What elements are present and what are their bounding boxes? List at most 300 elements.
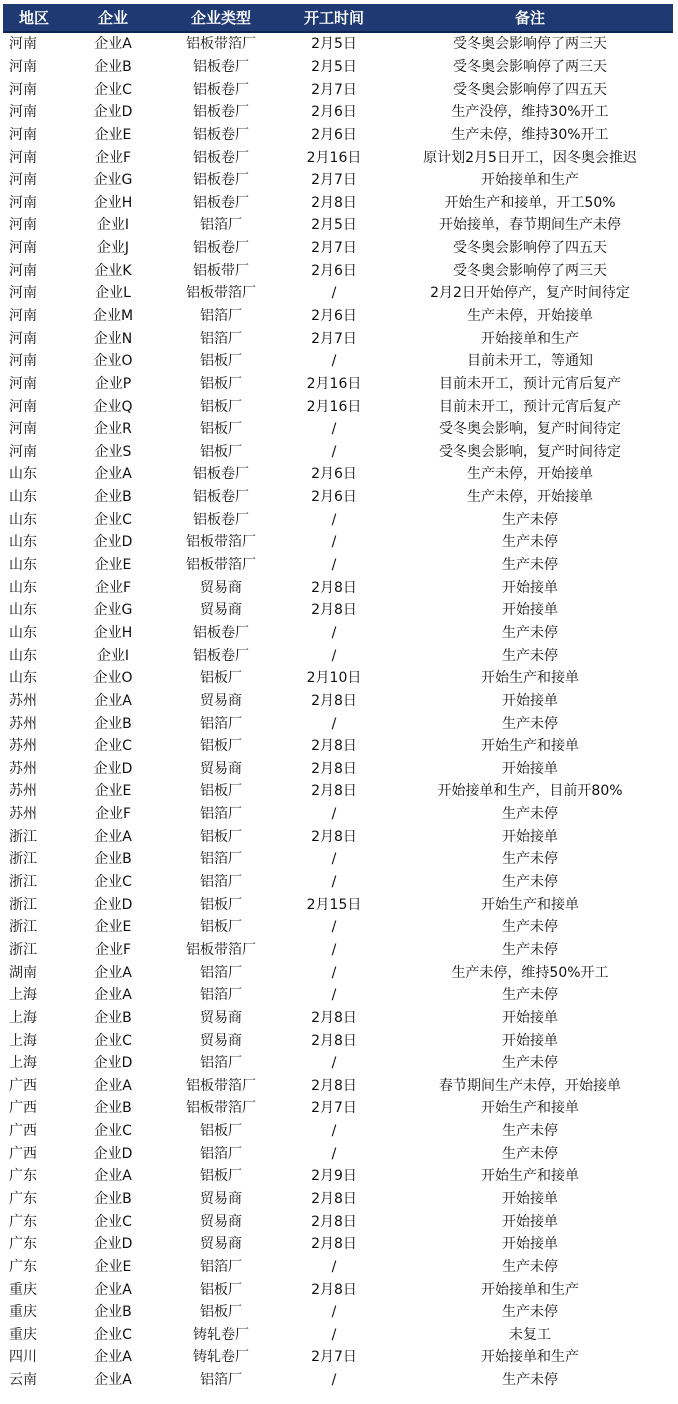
cell-start-date: 2月9日 bbox=[311, 1168, 357, 1185]
cell-enterprise-type: 贸易商 bbox=[200, 1236, 242, 1253]
cell-remark: 生产未停 bbox=[502, 534, 558, 551]
cell-enterprise-type: 铝板卷厂 bbox=[193, 194, 249, 211]
cell-enterprise-type: 铝板卷厂 bbox=[193, 172, 249, 189]
table-row bbox=[3, 463, 673, 486]
cell-start-date: / bbox=[331, 1258, 337, 1275]
cell-start-date: / bbox=[331, 443, 337, 460]
cell-region: 四川 bbox=[9, 1349, 37, 1366]
cell-enterprise: 企业C bbox=[94, 738, 132, 755]
cell-region: 上海 bbox=[9, 1009, 37, 1026]
cell-region: 山东 bbox=[9, 534, 37, 551]
cell-enterprise-type: 铸轧卷厂 bbox=[193, 1349, 249, 1366]
cell-enterprise: 企业A bbox=[94, 1349, 132, 1366]
cell-region: 云南 bbox=[9, 1372, 37, 1389]
cell-enterprise-type: 铝板厂 bbox=[200, 1281, 242, 1298]
cell-remark: 开始接单，春节期间生产未停 bbox=[439, 217, 621, 234]
cell-remark: 开始接单 bbox=[502, 692, 558, 709]
cell-remark: 开始接单和生产 bbox=[481, 172, 579, 189]
cell-start-date: / bbox=[331, 987, 337, 1004]
table-row bbox=[3, 1142, 673, 1165]
cell-enterprise-type: 铝板厂 bbox=[200, 421, 242, 438]
table-row bbox=[3, 56, 673, 79]
table-row bbox=[3, 1120, 673, 1143]
table-row bbox=[3, 871, 673, 894]
cell-region: 重庆 bbox=[9, 1281, 37, 1298]
cell-region: 山东 bbox=[9, 602, 37, 619]
cell-enterprise-type: 贸易商 bbox=[200, 1190, 242, 1207]
cell-enterprise-type: 铝板厂 bbox=[200, 738, 242, 755]
cell-region: 河南 bbox=[9, 217, 37, 234]
cell-enterprise-type: 铝板卷厂 bbox=[193, 624, 249, 641]
cell-enterprise: 企业I bbox=[96, 217, 130, 234]
table-row bbox=[3, 373, 673, 396]
table-row bbox=[3, 78, 673, 101]
cell-region: 湖南 bbox=[9, 964, 37, 981]
table-row bbox=[3, 1346, 673, 1369]
cell-enterprise-type: 铝板厂 bbox=[200, 896, 242, 913]
table-row bbox=[3, 214, 673, 237]
cell-remark: 目前未开工，预计元宵后复产 bbox=[439, 375, 621, 392]
cell-remark: 生产未停 bbox=[502, 919, 558, 936]
cell-remark: 目前未开工，等通知 bbox=[467, 353, 593, 370]
cell-region: 广东 bbox=[9, 1258, 37, 1275]
cell-enterprise-type: 铝箔厂 bbox=[200, 874, 242, 891]
cell-start-date: 2月15日 bbox=[306, 896, 362, 913]
cell-remark: 开始生产和接单 bbox=[481, 896, 579, 913]
table-row bbox=[3, 282, 673, 305]
cell-region: 河南 bbox=[9, 375, 37, 392]
cell-start-date: / bbox=[331, 1326, 337, 1343]
table-row bbox=[3, 531, 673, 554]
cell-remark: 生产未停 bbox=[502, 941, 558, 958]
cell-enterprise-type: 铝板卷厂 bbox=[193, 58, 249, 75]
table-row bbox=[3, 1052, 673, 1075]
cell-region: 广西 bbox=[9, 1145, 37, 1162]
cell-enterprise: 企业B bbox=[94, 489, 132, 506]
cell-start-date: 2月8日 bbox=[311, 783, 357, 800]
cell-start-date: / bbox=[331, 557, 337, 574]
cell-enterprise: 企业C bbox=[94, 1213, 132, 1230]
cell-region: 苏州 bbox=[9, 738, 37, 755]
cell-enterprise-type: 贸易商 bbox=[200, 760, 242, 777]
cell-enterprise-type: 贸易商 bbox=[200, 1213, 242, 1230]
cell-start-date: 2月8日 bbox=[311, 1009, 357, 1026]
table-row bbox=[3, 690, 673, 713]
cell-enterprise-type: 铝板带箔厂 bbox=[186, 1077, 256, 1094]
cell-enterprise: 企业M bbox=[92, 308, 134, 324]
table-row bbox=[3, 712, 673, 735]
table-row bbox=[3, 508, 673, 531]
cell-enterprise: 企业C bbox=[94, 81, 132, 98]
cell-region: 上海 bbox=[9, 987, 37, 1004]
cell-start-date: / bbox=[331, 421, 337, 438]
cell-remark: 生产未停 bbox=[502, 874, 558, 891]
table-row bbox=[3, 984, 673, 1007]
cell-enterprise: 企业B bbox=[94, 1009, 132, 1026]
table-row bbox=[3, 237, 673, 260]
cell-start-date: 2月8日 bbox=[311, 760, 357, 777]
cell-enterprise-type: 铝板厂 bbox=[200, 375, 242, 392]
table-row bbox=[3, 758, 673, 781]
cell-remark: 生产未停 bbox=[502, 1123, 558, 1140]
cell-enterprise-type: 铝板厂 bbox=[200, 1168, 242, 1185]
cell-start-date: 2月6日 bbox=[311, 466, 357, 483]
cell-region: 浙江 bbox=[9, 828, 37, 845]
cell-start-date: 2月8日 bbox=[311, 1213, 357, 1230]
table-row bbox=[3, 1210, 673, 1233]
cell-region: 山东 bbox=[9, 489, 37, 506]
header-region: 地区 bbox=[3, 4, 65, 32]
table-row bbox=[3, 848, 673, 871]
cell-enterprise: 企业F bbox=[94, 806, 132, 823]
cell-start-date: / bbox=[331, 851, 337, 868]
cell-remark: 受冬奥会影响停了四五天 bbox=[453, 240, 607, 257]
cell-enterprise: 企业I bbox=[96, 647, 130, 664]
cell-remark: 开始接单 bbox=[502, 1032, 558, 1049]
cell-enterprise-type: 铝箔厂 bbox=[200, 715, 242, 732]
cell-remark: 开始生产和接单 bbox=[481, 1168, 579, 1185]
cell-remark: 受冬奥会影响停了两三天 bbox=[453, 58, 607, 75]
cell-start-date: 2月5日 bbox=[311, 58, 357, 75]
table-row bbox=[3, 893, 673, 916]
cell-region: 河南 bbox=[9, 81, 37, 98]
cell-enterprise-type: 铝板厂 bbox=[200, 353, 242, 370]
cell-remark: 开始接单 bbox=[502, 1236, 558, 1253]
header-remark: 备注 bbox=[387, 4, 673, 32]
cell-enterprise-type: 铝箔厂 bbox=[200, 1055, 242, 1072]
cell-enterprise: 企业A bbox=[94, 1077, 132, 1094]
cell-enterprise: 企业B bbox=[94, 1304, 132, 1321]
cell-enterprise-type: 铝板卷厂 bbox=[193, 81, 249, 98]
cell-remark: 生产未停 bbox=[502, 806, 558, 823]
table-row bbox=[3, 1233, 673, 1256]
cell-remark: 生产未停 bbox=[502, 557, 558, 574]
cell-start-date: 2月10日 bbox=[306, 670, 362, 687]
cell-remark: 生产未停 bbox=[502, 1258, 558, 1275]
cell-region: 浙江 bbox=[9, 919, 37, 936]
cell-start-date: 2月16日 bbox=[306, 398, 362, 415]
cell-start-date: 2月6日 bbox=[311, 104, 357, 121]
cell-region: 广西 bbox=[9, 1123, 37, 1140]
cell-start-date: 2月8日 bbox=[311, 1032, 357, 1049]
cell-start-date: 2月7日 bbox=[311, 172, 357, 189]
cell-region: 山东 bbox=[9, 624, 37, 641]
cell-enterprise-type: 铸轧卷厂 bbox=[193, 1326, 249, 1343]
cell-region: 河南 bbox=[9, 308, 37, 324]
cell-enterprise-type: 铝板卷厂 bbox=[193, 104, 249, 121]
table-row bbox=[3, 1097, 673, 1120]
cell-enterprise: 企业A bbox=[94, 1372, 132, 1389]
table-row bbox=[3, 1278, 673, 1301]
cell-enterprise: 企业E bbox=[94, 126, 132, 143]
cell-start-date: 2月6日 bbox=[311, 489, 357, 506]
cell-enterprise-type: 铝板厂 bbox=[200, 828, 242, 845]
cell-region: 河南 bbox=[9, 353, 37, 370]
cell-remark: 开始接单 bbox=[502, 1213, 558, 1230]
cell-region: 苏州 bbox=[9, 692, 37, 709]
cell-region: 广西 bbox=[9, 1100, 37, 1117]
cell-enterprise-type: 铝板带箔厂 bbox=[186, 285, 256, 302]
cell-enterprise: 企业E bbox=[94, 1258, 132, 1275]
cell-enterprise-type: 铝板厂 bbox=[200, 443, 242, 460]
cell-remark: 开始接单和生产 bbox=[481, 1349, 579, 1366]
cell-enterprise-type: 铝板卷厂 bbox=[193, 149, 249, 166]
cell-region: 苏州 bbox=[9, 715, 37, 732]
cell-region: 苏州 bbox=[9, 783, 37, 800]
cell-enterprise-type: 铝板卷厂 bbox=[193, 240, 249, 257]
cell-enterprise: 企业B bbox=[94, 715, 132, 732]
table-row bbox=[3, 350, 673, 373]
header-enterprise-type: 企业类型 bbox=[161, 4, 281, 32]
enterprise-restart-table bbox=[3, 4, 673, 1391]
cell-enterprise: 企业E bbox=[94, 919, 132, 936]
table-row bbox=[3, 327, 673, 350]
table-row bbox=[3, 1301, 673, 1324]
cell-remark: 生产未停 bbox=[502, 647, 558, 664]
cell-start-date: 2月8日 bbox=[311, 1190, 357, 1207]
cell-start-date: / bbox=[331, 534, 337, 551]
table-row bbox=[3, 259, 673, 282]
table-header bbox=[3, 4, 673, 32]
cell-start-date: / bbox=[331, 647, 337, 664]
table-row bbox=[3, 418, 673, 441]
cell-region: 河南 bbox=[9, 172, 37, 189]
cell-remark: 生产没停，维持30%开工 bbox=[451, 104, 609, 121]
cell-start-date: 2月8日 bbox=[311, 1077, 357, 1094]
cell-enterprise: 企业C bbox=[94, 511, 132, 528]
cell-start-date: / bbox=[331, 511, 337, 528]
cell-remark: 开始接单 bbox=[502, 1190, 558, 1207]
cell-remark: 生产未停 bbox=[502, 715, 558, 732]
cell-start-date: / bbox=[331, 806, 337, 823]
cell-start-date: / bbox=[331, 1372, 337, 1389]
cell-enterprise: 企业A bbox=[94, 964, 132, 981]
cell-region: 河南 bbox=[9, 149, 37, 166]
cell-enterprise: 企业F bbox=[94, 149, 132, 166]
cell-enterprise-type: 铝板带箔厂 bbox=[186, 1100, 256, 1117]
cell-enterprise: 企业D bbox=[93, 534, 133, 551]
header-row bbox=[3, 4, 673, 32]
cell-region: 苏州 bbox=[9, 806, 37, 823]
cell-enterprise-type: 贸易商 bbox=[200, 1009, 242, 1026]
cell-start-date: / bbox=[331, 715, 337, 732]
cell-start-date: 2月7日 bbox=[311, 330, 357, 347]
cell-remark: 开始接单 bbox=[502, 602, 558, 619]
cell-enterprise: 企业D bbox=[93, 104, 133, 121]
cell-remark: 生产未停 bbox=[502, 1304, 558, 1321]
cell-region: 广东 bbox=[9, 1213, 37, 1230]
table-row bbox=[3, 1369, 673, 1392]
table-row bbox=[3, 1256, 673, 1279]
cell-remark: 受冬奥会影响，复产时间待定 bbox=[439, 443, 621, 460]
table-row bbox=[3, 32, 673, 56]
cell-enterprise: 企业C bbox=[94, 1123, 132, 1140]
cell-region: 重庆 bbox=[9, 1304, 37, 1321]
cell-enterprise: 企业O bbox=[93, 670, 133, 687]
cell-enterprise-type: 铝箔厂 bbox=[200, 851, 242, 868]
cell-start-date: 2月8日 bbox=[311, 738, 357, 755]
table-row bbox=[3, 1165, 673, 1188]
cell-region: 浙江 bbox=[9, 874, 37, 891]
cell-enterprise-type: 铝箔厂 bbox=[200, 1372, 242, 1389]
cell-start-date: 2月7日 bbox=[311, 240, 357, 257]
cell-enterprise-type: 铝板厂 bbox=[200, 1304, 242, 1321]
cell-start-date: 2月6日 bbox=[311, 126, 357, 143]
cell-enterprise-type: 铝箔厂 bbox=[200, 987, 242, 1004]
cell-enterprise: 企业S bbox=[94, 443, 132, 460]
cell-start-date: 2月6日 bbox=[311, 308, 357, 324]
cell-remark: 开始接单 bbox=[502, 760, 558, 777]
cell-enterprise: 企业A bbox=[94, 36, 132, 53]
cell-remark: 春节期间生产未停，开始接单 bbox=[439, 1077, 621, 1094]
cell-enterprise-type: 铝板带箔厂 bbox=[186, 36, 256, 53]
cell-region: 河南 bbox=[9, 126, 37, 143]
table-row bbox=[3, 939, 673, 962]
cell-remark: 生产未停 bbox=[502, 987, 558, 1004]
cell-region: 上海 bbox=[9, 1032, 37, 1049]
cell-enterprise-type: 铝箔厂 bbox=[200, 1145, 242, 1162]
table-row bbox=[3, 1029, 673, 1052]
cell-enterprise-type: 铝板卷厂 bbox=[193, 511, 249, 528]
table-row bbox=[3, 191, 673, 214]
cell-enterprise: 企业O bbox=[93, 353, 133, 370]
table-row bbox=[3, 169, 673, 192]
cell-remark: 开始接单和生产 bbox=[481, 330, 579, 347]
table-row bbox=[3, 554, 673, 577]
cell-remark: 生产未停，开始接单 bbox=[467, 308, 593, 324]
cell-start-date: 2月5日 bbox=[311, 36, 357, 53]
cell-remark: 受冬奥会影响停了两三天 bbox=[453, 262, 607, 279]
cell-region: 河南 bbox=[9, 262, 37, 279]
cell-remark: 生产未停，维持30%开工 bbox=[451, 126, 609, 143]
cell-start-date: 2月8日 bbox=[311, 579, 357, 596]
cell-start-date: / bbox=[331, 1123, 337, 1140]
cell-region: 山东 bbox=[9, 579, 37, 596]
cell-enterprise: 企业H bbox=[93, 194, 133, 211]
cell-enterprise-type: 铝箔厂 bbox=[200, 1258, 242, 1275]
table-row bbox=[3, 1074, 673, 1097]
cell-remark: 生产未停，开始接单 bbox=[467, 466, 593, 483]
table-row bbox=[3, 667, 673, 690]
cell-region: 广东 bbox=[9, 1190, 37, 1207]
cell-enterprise: 企业R bbox=[94, 421, 132, 438]
cell-start-date: / bbox=[331, 353, 337, 370]
cell-start-date: 2月8日 bbox=[311, 602, 357, 619]
cell-enterprise-type: 铝板卷厂 bbox=[193, 466, 249, 483]
cell-enterprise: 企业E bbox=[94, 557, 132, 574]
cell-start-date: 2月7日 bbox=[311, 1349, 357, 1366]
cell-enterprise: 企业B bbox=[94, 851, 132, 868]
cell-remark: 生产未停 bbox=[502, 624, 558, 641]
cell-enterprise-type: 铝板厂 bbox=[200, 919, 242, 936]
cell-remark: 未复工 bbox=[509, 1326, 551, 1343]
cell-start-date: / bbox=[331, 1055, 337, 1072]
cell-region: 浙江 bbox=[9, 896, 37, 913]
cell-region: 广东 bbox=[9, 1168, 37, 1185]
cell-remark: 生产未停 bbox=[502, 851, 558, 868]
cell-enterprise: 企业A bbox=[94, 1281, 132, 1298]
cell-start-date: 2月8日 bbox=[311, 828, 357, 845]
header-start-date: 开工时间 bbox=[281, 4, 387, 32]
cell-region: 河南 bbox=[9, 285, 37, 302]
cell-enterprise-type: 铝板厂 bbox=[200, 398, 242, 415]
cell-enterprise: 企业C bbox=[94, 1032, 132, 1049]
table-row bbox=[3, 780, 673, 803]
table-row bbox=[3, 305, 673, 328]
cell-start-date: / bbox=[331, 964, 337, 981]
table-row bbox=[3, 622, 673, 645]
cell-region: 山东 bbox=[9, 557, 37, 574]
cell-enterprise: 企业Q bbox=[93, 398, 133, 415]
cell-start-date: / bbox=[331, 874, 337, 891]
cell-region: 广西 bbox=[9, 1077, 37, 1094]
cell-region: 河南 bbox=[9, 421, 37, 438]
cell-enterprise-type: 铝箔厂 bbox=[200, 806, 242, 823]
cell-enterprise-type: 铝板厂 bbox=[200, 783, 242, 800]
cell-region: 河南 bbox=[9, 240, 37, 257]
cell-enterprise: 企业P bbox=[94, 375, 132, 392]
cell-enterprise: 企业J bbox=[96, 240, 130, 257]
cell-enterprise: 企业A bbox=[94, 466, 132, 483]
table-row bbox=[3, 101, 673, 124]
cell-enterprise-type: 铝板卷厂 bbox=[193, 489, 249, 506]
cell-region: 山东 bbox=[9, 511, 37, 528]
cell-start-date: 2月8日 bbox=[311, 692, 357, 709]
cell-enterprise-type: 贸易商 bbox=[200, 692, 242, 709]
table-row bbox=[3, 441, 673, 464]
cell-region: 河南 bbox=[9, 58, 37, 75]
cell-enterprise-type: 铝板卷厂 bbox=[193, 126, 249, 143]
cell-remark: 生产未停，维持50%开工 bbox=[451, 964, 609, 981]
cell-region: 浙江 bbox=[9, 851, 37, 868]
table-row bbox=[3, 146, 673, 169]
cell-enterprise: 企业D bbox=[93, 760, 133, 777]
cell-region: 重庆 bbox=[9, 1326, 37, 1343]
cell-enterprise: 企业L bbox=[95, 285, 131, 302]
table-row bbox=[3, 735, 673, 758]
table-row bbox=[3, 1188, 673, 1211]
cell-enterprise-type: 铝板带厂 bbox=[193, 262, 249, 279]
cell-remark: 2月2日开始停产，复产时间待定 bbox=[430, 285, 630, 302]
cell-enterprise: 企业G bbox=[93, 172, 133, 189]
cell-region: 河南 bbox=[9, 398, 37, 415]
cell-remark: 生产未停 bbox=[502, 1145, 558, 1162]
cell-region: 河南 bbox=[9, 194, 37, 211]
table-row bbox=[3, 961, 673, 984]
cell-enterprise: 企业H bbox=[93, 624, 133, 641]
table-row bbox=[3, 1324, 673, 1347]
table-row bbox=[3, 124, 673, 147]
cell-enterprise: 企业A bbox=[94, 692, 132, 709]
cell-region: 山东 bbox=[9, 647, 37, 664]
cell-region: 河南 bbox=[9, 104, 37, 121]
table-row bbox=[3, 825, 673, 848]
cell-region: 山东 bbox=[9, 466, 37, 483]
header-enterprise: 企业 bbox=[65, 4, 161, 32]
cell-region: 山东 bbox=[9, 670, 37, 687]
cell-enterprise: 企业K bbox=[94, 262, 132, 279]
cell-enterprise-type: 铝箔厂 bbox=[200, 217, 242, 234]
cell-enterprise-type: 铝板厂 bbox=[200, 670, 242, 687]
cell-enterprise: 企业N bbox=[93, 330, 133, 347]
table-row bbox=[3, 576, 673, 599]
cell-start-date: 2月5日 bbox=[311, 217, 357, 234]
table-row bbox=[3, 599, 673, 622]
cell-enterprise-type: 铝板带箔厂 bbox=[186, 941, 256, 958]
cell-start-date: 2月7日 bbox=[311, 1100, 357, 1117]
cell-region: 广东 bbox=[9, 1236, 37, 1253]
table-row bbox=[3, 395, 673, 418]
